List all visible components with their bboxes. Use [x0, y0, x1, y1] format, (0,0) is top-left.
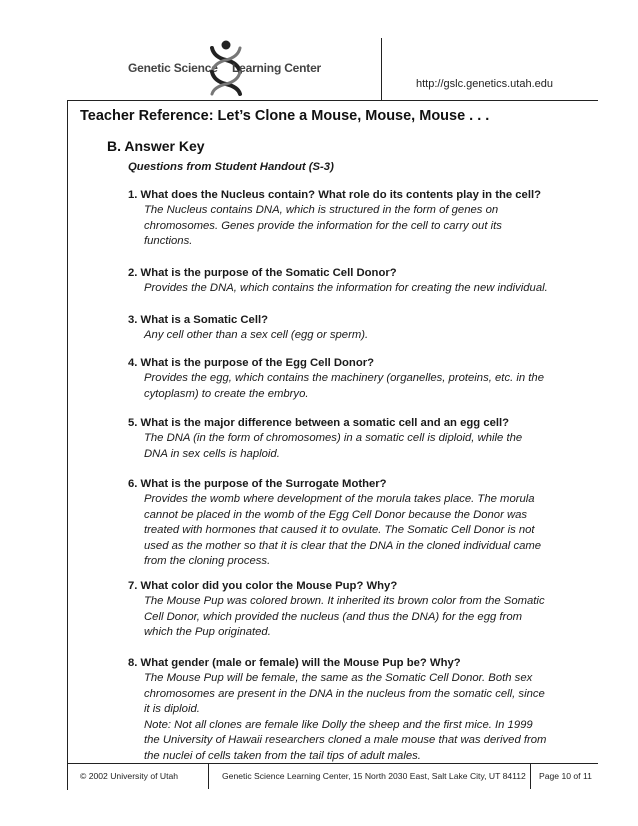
- answer-line: Provides the egg, which contains the machinery (organelles, proteins, etc. in the: [144, 372, 545, 384]
- question: 2. What is the purpose of the Somatic Cell Donor?: [128, 267, 397, 279]
- answer-line: chromosomes are present in the DNA in the nucleus from the somatic cell, since: [144, 687, 545, 700]
- answer-line: which the Pup originated.: [144, 626, 271, 639]
- header-rule: [67, 100, 598, 101]
- question: 7. What color did you color the Mouse Pup? Why?: [128, 580, 398, 592]
- footer-copyright: © 2002 University of Utah: [80, 771, 179, 781]
- answer-line: The DNA (in the form of chromosomes) in a somatic cell is diploid, while the: [144, 432, 523, 444]
- answer-line: the nuclei of cells taken from the tail tips of adult males.: [144, 749, 421, 762]
- site-url: http://gslc.genetics.utah.edu: [416, 78, 553, 90]
- answer-line: treated with hormones that caused it to ovulate. The Somatic Cell Donor is not: [144, 524, 535, 537]
- question: 6. What is the purpose of the Surrogate Mother?: [128, 478, 387, 490]
- question: 5. What is the major difference between a somatic cell and an egg cell?: [128, 417, 510, 429]
- page-title: Teacher Reference: Let’s Clone a Mouse, Mouse, Mouse . . .: [80, 108, 490, 124]
- qa-item-5: [128, 416, 598, 462]
- question: 8. What gender (male or female) will the Mouse Pup be? Why?: [128, 657, 461, 669]
- subheading: Questions from Student Handout (S-3): [128, 161, 334, 173]
- footer-divider-2: [530, 763, 531, 789]
- question: 3. What is a Somatic Cell?: [128, 314, 268, 326]
- answer-line: Cell Donor, which provided the nucleus (and thus the DNA) for the egg from: [144, 610, 523, 623]
- qa-item-2: [128, 266, 598, 297]
- answer-line: The Mouse Pup was colored brown. It inherited its brown color from the Somatic: [144, 595, 545, 607]
- answer-line: Note: Not all clones are female like Dolly the sheep and the first mice. In 1999: [144, 718, 533, 731]
- answer-line: The Nucleus contains DNA, which is structured in the form of genes on: [144, 204, 499, 216]
- answer-line: functions.: [144, 235, 193, 248]
- gslc-logo: [128, 38, 328, 96]
- logo-text-left: Genetic Science: [128, 61, 218, 75]
- answer-line: cannot be placed in the womb of the Egg Cell Donor because the Donor was: [144, 508, 528, 521]
- question: 4. What is the purpose of the Egg Cell Donor?: [128, 357, 375, 369]
- qa-item-4: [128, 356, 598, 402]
- footer-divider-1: [208, 763, 209, 789]
- answer-line: it is diploid.: [144, 703, 200, 716]
- answer-line: cytoplasm) to create the embryo.: [144, 387, 309, 400]
- question: 1. What does the Nucleus contain? What role do its contents play in the cell?: [128, 189, 542, 201]
- answer-line: used as the mother so that it is clear that the DNA in the cloned individual came: [144, 539, 542, 552]
- logo-text-right: Learning Center: [232, 61, 322, 75]
- answer-line: The Mouse Pup will be female, the same as the Somatic Cell Donor. Both sex: [144, 672, 533, 684]
- left-margin-rule: [67, 100, 68, 790]
- answer-line: Provides the DNA, which contains the information for creating the new individual.: [144, 282, 548, 294]
- answer-line: chromosomes. Genes provide the information for the cell to carry out its: [144, 219, 502, 232]
- qa-item-6: [128, 477, 598, 570]
- qa-item-8: [128, 656, 598, 765]
- answer-line: Provides the womb where development of the morula takes place. The morula: [144, 493, 535, 505]
- answer-line: the University of Hawaii researchers cloned a male mouse that was derived from: [144, 734, 547, 747]
- footer-page-number: Page 10 of 11: [539, 771, 592, 781]
- answer-line: DNA in sex cells is haploid.: [144, 447, 280, 460]
- qa-item-7: [128, 579, 598, 641]
- qa-item-1: [128, 188, 598, 250]
- header-divider-vertical: [381, 38, 382, 100]
- section-heading: B. Answer Key: [107, 138, 205, 154]
- qa-item-3: [128, 313, 598, 344]
- footer-address: Genetic Science Learning Center, 15 North 2030 East, Salt Lake City, UT 84112: [222, 771, 526, 781]
- answer-line: Any cell other than a sex cell (egg or sperm).: [144, 329, 369, 341]
- answer-line: from the cloning process.: [144, 555, 271, 568]
